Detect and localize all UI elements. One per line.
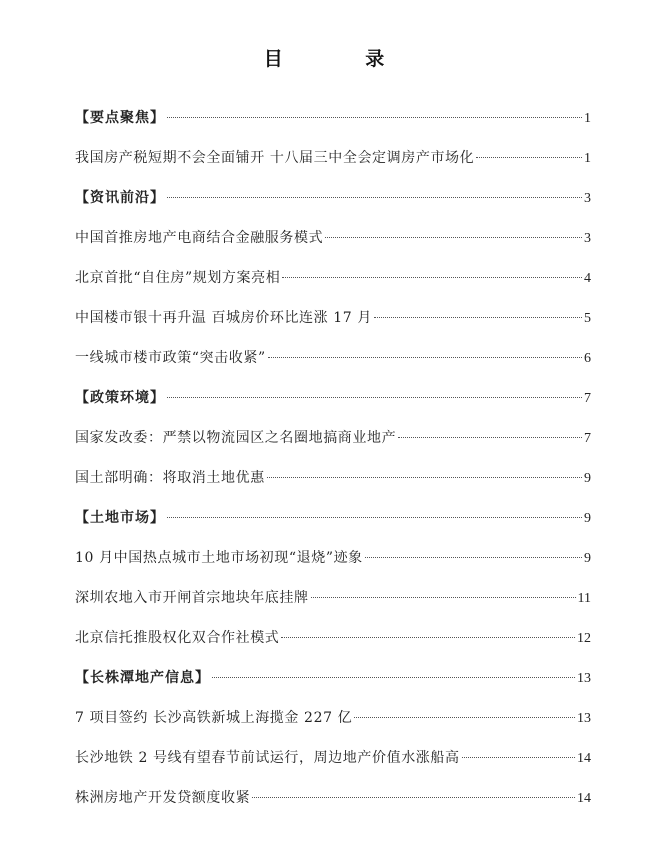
toc-entry-page: 13: [577, 711, 591, 726]
toc-entry-label: 一线城市楼市政策“突击收紧”: [75, 350, 266, 366]
toc-entry[interactable]: [75, 218, 591, 258]
dot-leader: [167, 197, 582, 198]
toc-entry-label: 长沙地铁 2 号线有望春节前试运行，周边地产价值水涨船高: [75, 750, 460, 766]
toc-entry-label: 北京首批“自住房”规划方案亮相: [75, 270, 281, 286]
dot-leader: [267, 477, 582, 478]
toc-entry-label: 我国房产税短期不会全面铺开 十八届三中全会定调房产市场化: [75, 150, 475, 166]
toc-entry[interactable]: [75, 378, 591, 418]
toc-entry-page: 1: [584, 151, 591, 166]
toc-entry-label: 【长株潭地产信息】: [75, 670, 210, 686]
toc-entry[interactable]: [75, 498, 591, 538]
toc-entry[interactable]: [75, 178, 591, 218]
page-title: 目 录: [263, 48, 423, 70]
table-of-contents: [75, 98, 591, 818]
toc-entry[interactable]: [75, 738, 591, 778]
toc-entry-label: 10 月中国热点城市土地市场初现“退烧”迹象: [75, 550, 363, 566]
toc-entry-label: 国家发改委：严禁以物流园区之名圈地搞商业地产: [75, 430, 397, 446]
toc-entry-label: 北京信托推股权化双合作社模式: [75, 630, 280, 646]
toc-entry[interactable]: [75, 418, 591, 458]
toc-entry-label: 深圳农地入市开闸首宗地块年底挂牌: [75, 590, 309, 606]
dot-leader: [374, 317, 582, 318]
dot-leader: [252, 797, 575, 798]
toc-entry-label: 中国首推房地产电商结合金融服务模式: [75, 230, 324, 246]
toc-entry-page: 3: [584, 191, 591, 206]
toc-entry-label: 【要点聚焦】: [75, 110, 165, 126]
toc-entry[interactable]: [75, 298, 591, 338]
toc-entry[interactable]: [75, 698, 591, 738]
dot-leader: [398, 437, 582, 438]
toc-entry-page: 1: [584, 111, 591, 126]
toc-entry-page: 9: [584, 511, 591, 526]
toc-entry-page: 14: [577, 751, 591, 766]
dot-leader: [325, 237, 582, 238]
toc-entry-label: 株洲房地产开发贷额度收紧: [75, 790, 251, 806]
toc-entry-page: 9: [584, 471, 591, 486]
dot-leader: [354, 717, 575, 718]
toc-entry-page: 5: [584, 311, 591, 326]
dot-leader: [281, 637, 575, 638]
toc-entry[interactable]: [75, 138, 591, 178]
dot-leader: [268, 357, 582, 358]
toc-entry-label: 【政策环境】: [75, 390, 165, 406]
toc-entry-label: 【土地市场】: [75, 510, 165, 526]
toc-entry-page: 11: [577, 591, 591, 606]
dot-leader: [167, 397, 582, 398]
toc-entry[interactable]: [75, 578, 591, 618]
dot-leader: [167, 517, 582, 518]
toc-entry[interactable]: [75, 618, 591, 658]
toc-entry-label: 中国楼市银十再升温 百城房价环比连涨 17 月: [75, 310, 372, 326]
dot-leader: [476, 157, 582, 158]
toc-entry-page: 14: [577, 791, 591, 806]
toc-entry-page: 7: [584, 431, 591, 446]
toc-entry-page: 9: [584, 551, 591, 566]
toc-entry-page: 7: [584, 391, 591, 406]
toc-entry[interactable]: [75, 258, 591, 298]
toc-entry-page: 4: [584, 271, 591, 286]
toc-entry-label: 国土部明确：将取消土地优惠: [75, 470, 265, 486]
toc-entry[interactable]: [75, 778, 591, 818]
toc-entry-page: 13: [577, 671, 591, 686]
dot-leader: [311, 597, 576, 598]
toc-entry-label: 【资讯前沿】: [75, 190, 165, 206]
toc-entry[interactable]: [75, 98, 591, 138]
toc-entry[interactable]: [75, 658, 591, 698]
toc-entry[interactable]: [75, 538, 591, 578]
dot-leader: [365, 557, 582, 558]
toc-entry-label: 7 项目签约 长沙高铁新城上海揽金 227 亿: [75, 710, 353, 726]
toc-entry-page: 12: [577, 631, 591, 646]
dot-leader: [282, 277, 582, 278]
dot-leader: [167, 117, 582, 118]
toc-entry[interactable]: [75, 458, 591, 498]
toc-entry-page: 3: [584, 231, 591, 246]
toc-entry[interactable]: [75, 338, 591, 378]
dot-leader: [462, 757, 575, 758]
toc-entry-page: 6: [584, 351, 591, 366]
dot-leader: [212, 677, 575, 678]
